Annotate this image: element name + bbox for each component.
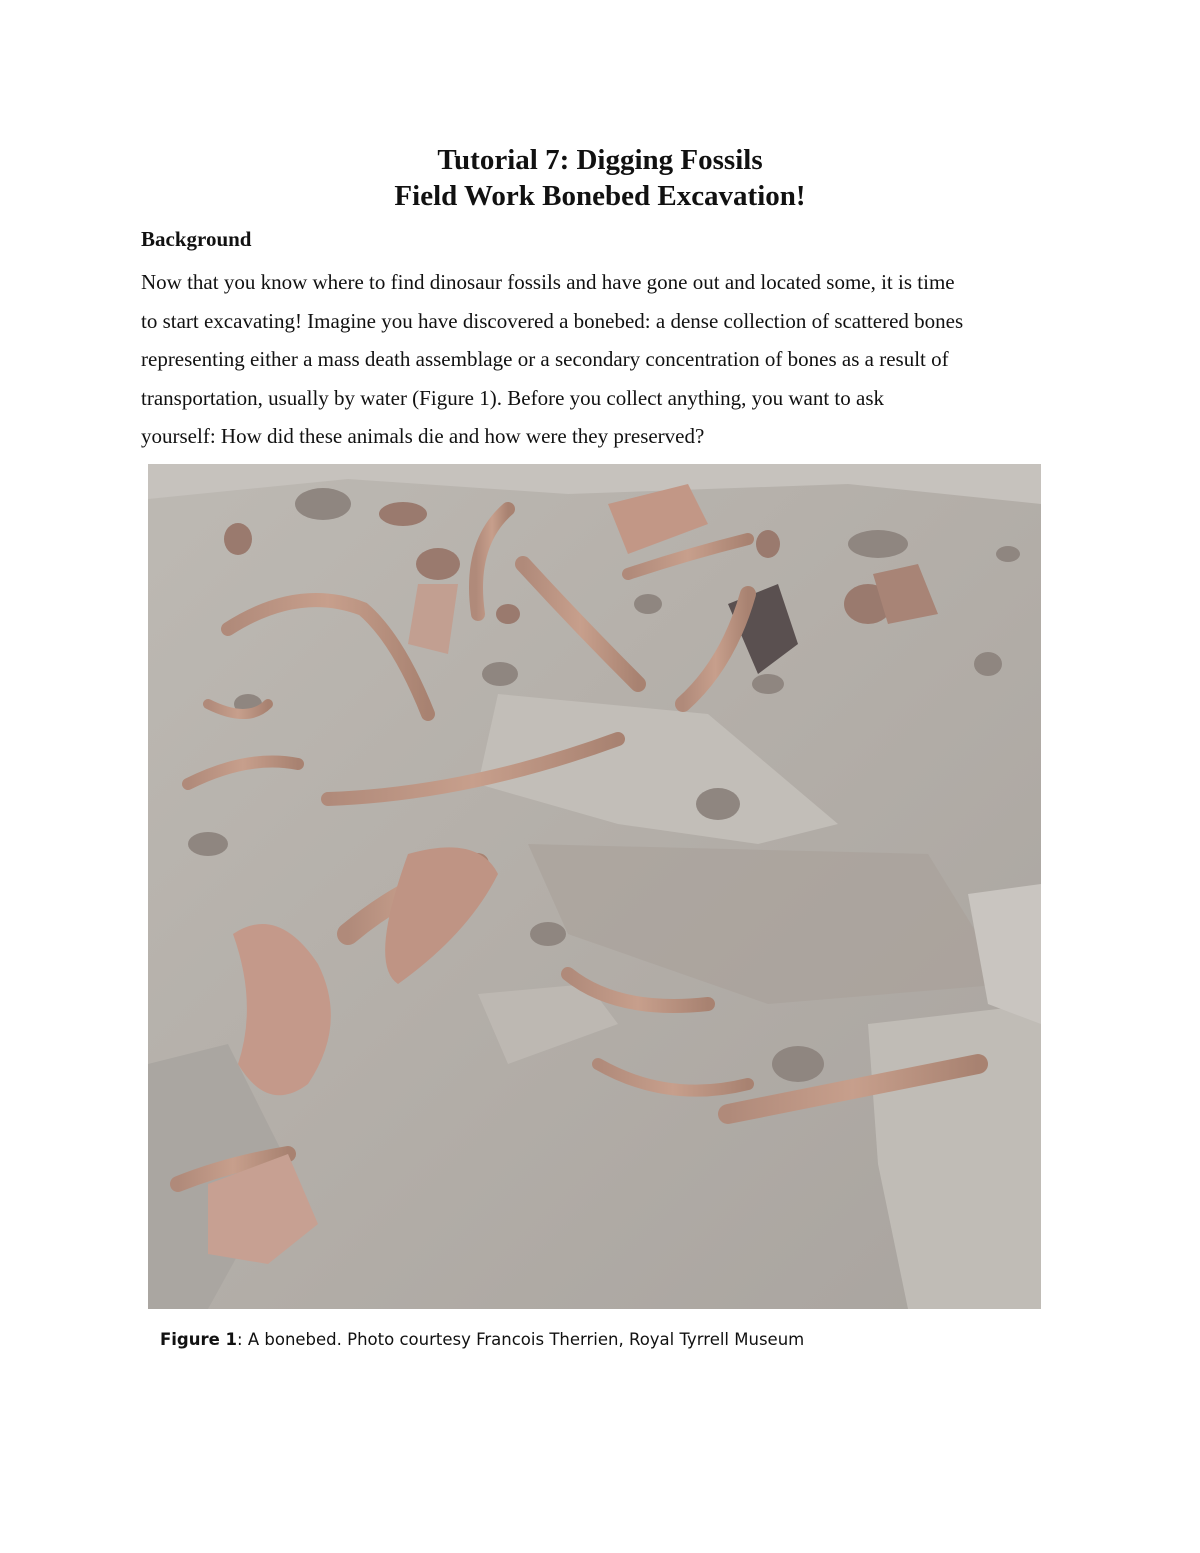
section-heading: Background <box>141 227 252 251</box>
title-line-1: Tutorial 7: Digging Fossils <box>437 144 763 176</box>
paragraph-line: transportation, usually by water (Figure 1). Before you collect anything, you want to ask <box>141 385 884 410</box>
bonebed-photo-illustration <box>148 464 1041 1309</box>
title-line-2: Field Work Bonebed Excavation! <box>394 180 806 212</box>
document-title <box>0 142 1200 214</box>
bonebed-photo <box>148 464 1041 1309</box>
paragraph-line: yourself: How did these animals die and how were they preserved? <box>141 424 705 448</box>
figure-caption-text: : A bonebed. Photo courtesy Francois Therrien, Royal Tyrrell Museum <box>237 1330 805 1349</box>
paragraph-line: Now that you know where to find dinosaur fossils and have gone out and located some, it is time <box>141 270 955 294</box>
figure-label: Figure 1 <box>160 1330 238 1349</box>
paragraph-line: representing either a mass death assemblage or a secondary concentration of bones as a result of <box>141 347 949 371</box>
background-paragraph <box>141 263 1061 456</box>
paragraph-line: to start excavating! Imagine you have discovered a bonebed: a dense collection of scattered bones <box>141 308 964 333</box>
figure-caption <box>160 1330 804 1349</box>
